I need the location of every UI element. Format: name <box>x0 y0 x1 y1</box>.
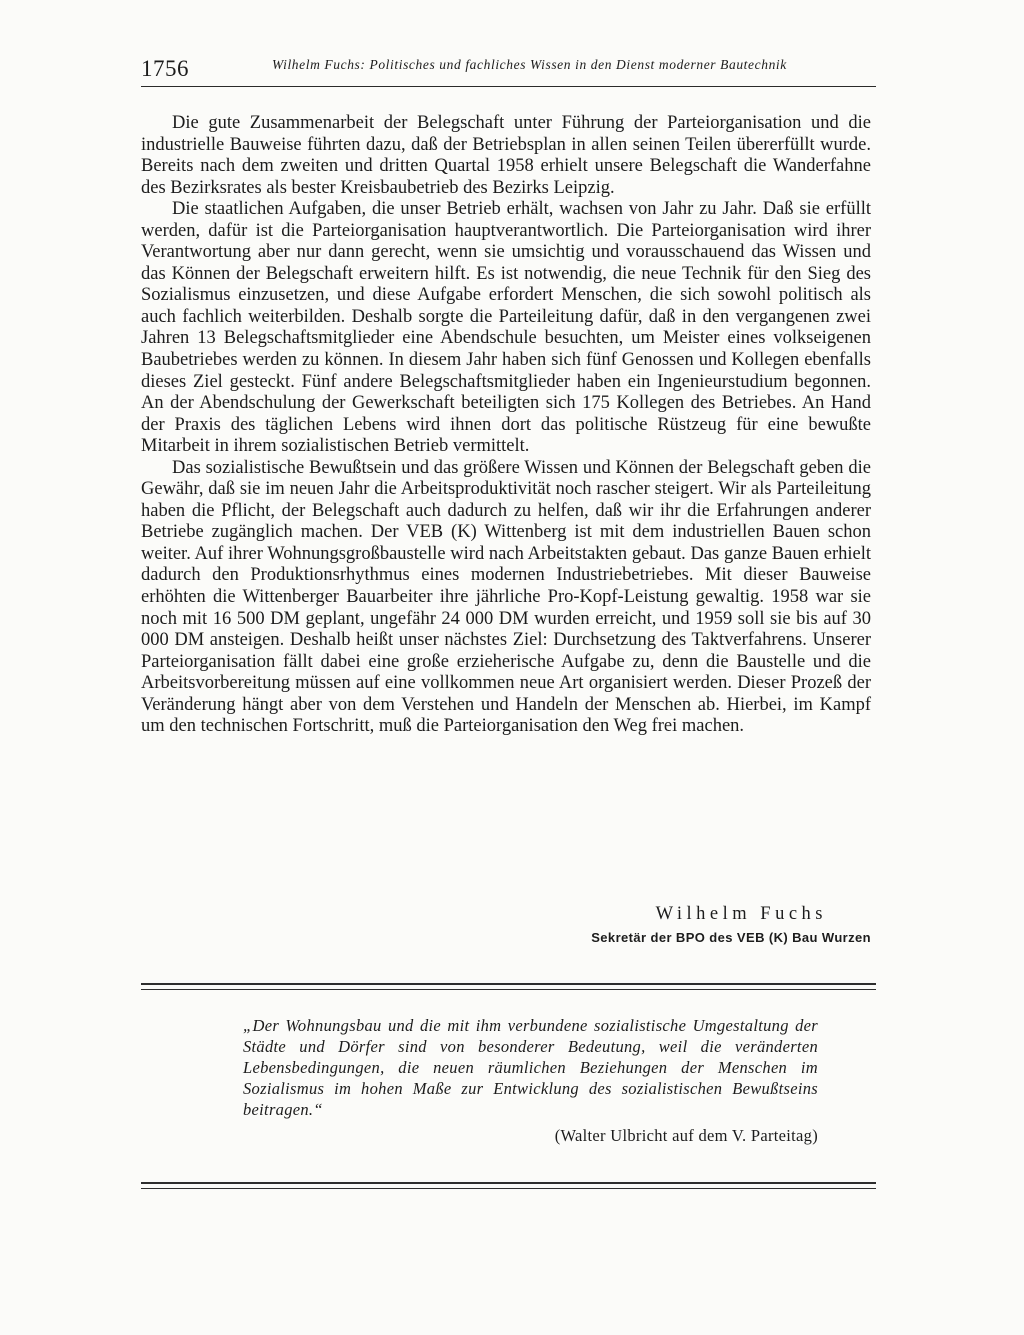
running-head: Wilhelm Fuchs: Politisches und fachliches Wissen in den Dienst moderner Bautechnik <box>272 57 787 72</box>
paragraph-2: Die staatlichen Aufgaben, die unser Betrieb erhält, wachsen von Jahr zu Jahr. Daß sie erfüllt werden, dafür ist die Parteiorganisation hauptverantwortlich. Die Parteiorganisation wird ihrer Verantwortung aber nur dann gerecht, wenn sie umsichtig und vorausschauend das Wissen und das Können der Belegschaft erweitern hilft. Es ist notwendig, die neue Technik für den Sieg des Sozialismus einzusetzen, und diese Aufgabe erfordert Menschen, die sich sowohl politisch als auch fachlich weiterbilden. Deshalb sorgte die Parteileitung dafür, daß in den vergangenen zwei Jahren 13 Belegschaftsmitglieder eine Abendschule besuchten, um Meister eines volkseigenen Baubetriebes werden zu können. In diesem Jahr haben sich fünf Genossen und Kollegen ebenfalls dieses Ziel gesteckt. Fünf andere Belegschaftsmitglieder haben ein Ingenieurstudium begonnen. An der Abendschulung der Gewerkschaft beteiligten sich 175 Kollegen des Betriebes. An Hand der Praxis des täglichen Lebens wird ihnen dort das politische Rüstzeug für eine bewußte Mitarbeit in ihrem sozialistischen Betrieb vermittelt. <box>141 199 871 457</box>
quote-text: „Der Wohnungsbau und die mit ihm verbundene sozialistische Umgestaltung der Städte und Dörfer sind von besonderer Bedeutung, weil die veränderten Lebensbedingungen, die neuen räumlichen Beziehungen der Menschen im Sozialismus im hohen Maße zur Entwicklung des sozialistischen Bewußtseins beitragen.“ <box>243 1016 818 1119</box>
article-body <box>141 113 871 738</box>
author-name: Wilhelm Fuchs <box>655 904 827 924</box>
quote-bottom-rule <box>141 1182 876 1189</box>
page-number: 1756 <box>141 56 189 81</box>
header-rule <box>141 86 876 87</box>
author-title: Sekretär der BPO des VEB (K) Bau Wurzen <box>591 930 871 945</box>
paragraph-3: Das sozialistische Bewußtsein und das größere Wissen und Können der Belegschaft geben die Gewähr, daß sie im neuen Jahr die Arbeitsproduktivität noch rascher steigert. Wir als Parteileitung haben die Pflicht, der Belegschaft auch dadurch zu helfen, daß wir ihr die Erfahrungen anderer Betriebe zugänglich machen. Der VEB (K) Wittenberg ist mit dem industriellen Bauen schon weiter. Auf ihrer Wohnungsgroßbaustelle wird nach Arbeitstakten gebaut. Das ganze Bauen erhielt dadurch den Produktionsrhythmus eines modernen Industriebetriebes. Mit dieser Bauweise erhöhten die Wittenberger Bauarbeiter ihre jährliche Pro-Kopf-Leistung gewaltig. 1958 war sie noch mit 16 500 DM geplant, ungefähr 24 000 DM wurden erreicht, und 1959 soll sie bis auf 30 000 DM ansteigen. Deshalb heißt unser nächstes Ziel: Durchsetzung des Taktverfahrens. Unserer Parteiorganisation fällt dabei eine große erzieherische Aufgabe zu, denn die Baustelle und die Arbeitsvorbereitung müssen auf eine vollkommen neue Art organisiert werden. Dieser Prozeß der Veränderung hängt aber von dem Verstehen und Handeln der Menschen ab. Hierbei, im Kampf um den technischen Fortschritt, muß die Parteiorganisation den Weg frei machen. <box>141 457 871 737</box>
quote-top-rule <box>141 983 876 990</box>
quote-attribution: (Walter Ulbricht auf dem V. Parteitag) <box>554 1126 818 1145</box>
signature-block <box>141 902 871 945</box>
paragraph-1: Die gute Zusammenarbeit der Belegschaft unter Führung der Parteiorganisation und die industrielle Bauweise führten dazu, daß der Betriebsplan in allen seinen Teilen übererfüllt wurde. Bereits nach dem zweiten und dritten Quartal 1958 erhielt unsere Belegschaft die Wanderfahne des Bezirksrates als bester Kreisbaubetrieb des Bezirks Leipzig. <box>141 113 871 198</box>
quote-block <box>243 1015 818 1146</box>
